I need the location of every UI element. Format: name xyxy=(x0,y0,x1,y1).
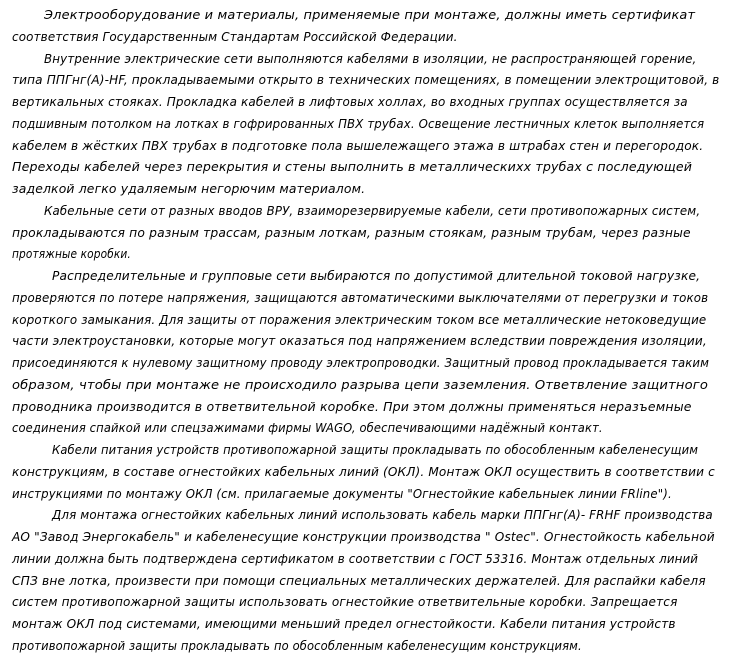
text-line: прокладываются по разным трассам, разным лоткам, разным стоякам, разным трубам, через разные xyxy=(12,226,691,240)
text-line: Распределительные и групповые сети выбираются по допустимой длительной токовой нагрузке, xyxy=(52,269,701,283)
text-line: систем противопожарной защиты использовать огнестойкие ответвительные коробки. Запрещается xyxy=(12,595,678,609)
text-line: Переходы кабелей через перекрытия и стены выполнить в металлическихх трубах с последующей xyxy=(12,160,693,174)
text-line: присоединяются к нулевому защитному проводу электропроводки. Защитный провод прокладывается таким xyxy=(12,356,710,370)
text-line: АО "Завод Энергокабель" и кабеленесущие конструкции производства " Ostec". Огнестойкость кабельной xyxy=(12,530,715,544)
text-line: инструкциями по монтажу ОКЛ (см. прилагаемые документы "Огнестойкие кабельныек линии FRline"). xyxy=(12,487,672,501)
text-line: Кабельные сети от разных вводов ВРУ, взаиморезервируемые кабели, сети противопожарных систем, xyxy=(44,204,701,218)
text-line: Кабели питания устройств противопожарной защиты прокладывать по обособленным кабеленесущим xyxy=(52,443,699,457)
text-line: Для монтажа огнестойких кабельных линий использовать кабель марки ППГнг(А)- FRHF производства xyxy=(52,508,713,522)
text-line: короткого замыкания. Для защиты от поражения электрическим током все металлические нетоковедущие xyxy=(12,313,707,327)
text-line: заделкой легко удаляемым негорючим материалом. xyxy=(12,182,366,196)
text-line: проводника производится в ответвительной коробке. При этом должны применяться неразъемные xyxy=(12,400,692,414)
text-line: противопожарной защиты прокладывать по обособленным кабеленесущим конструкциям. xyxy=(12,639,582,653)
text-line: кабелем в жёстких ПВХ трубах в подготовке пола вышележащего этажа в штрабах стен и перегородок. xyxy=(12,139,704,153)
text-line: конструкциям, в составе огнестойких кабельных линий (ОКЛ). Монтаж ОКЛ осуществить в соответствии с xyxy=(12,465,715,479)
text-line: СПЗ вне лотка, произвести при помощи специальных металлических держателей. Для распайки кабеля xyxy=(12,574,706,588)
text-line: типа ППГнг(А)-HF, прокладываемыми открыто в технических помещениях, в помещении электрощитовой, в xyxy=(12,73,720,87)
text-line: протяжные коробки. xyxy=(12,247,131,261)
text-line: соединения спайкой или спецзажимами фирмы WAGO, обеспечивающими надёжный контакт. xyxy=(12,421,603,435)
text-line: Внутренние электрические сети выполняются кабелями в изоляции, не распространяющей горение, xyxy=(44,52,697,66)
text-line: образом, чтобы при монтаже не происходило разрыва цепи заземления. Ответвление защитного xyxy=(12,378,709,392)
text-line: проверяются по потере напряжения, защищаются автоматическими выключателями от перегрузки и токов xyxy=(12,291,709,305)
text-line: линии должна быть подтверждена сертификатом в соответствии с ГОСТ 53316. Монтаж отдельных линий xyxy=(12,552,699,566)
text-line: Электрооборудование и материалы, применяемые при монтаже, должны иметь сертификат xyxy=(44,8,696,22)
text-line: части электроустановки, которые могут оказаться под напряжением вследствии повреждения изоляции, xyxy=(12,334,707,348)
text-line: монтаж ОКЛ под системами, имеющими меньший предел огнестойкости. Кабели питания устройств xyxy=(12,617,676,631)
text-line: соответствия Государственным Стандартам Российской Федерации. xyxy=(12,30,458,44)
text-line: подшивным потолком на лотках в гофрированных ПВХ трубах. Освещение лестничных клеток выполняется xyxy=(12,117,705,131)
text-line: вертикальных стояках. Прокладка кабелей в лифтовых холлах, во входных группах осуществляется за xyxy=(12,95,688,109)
